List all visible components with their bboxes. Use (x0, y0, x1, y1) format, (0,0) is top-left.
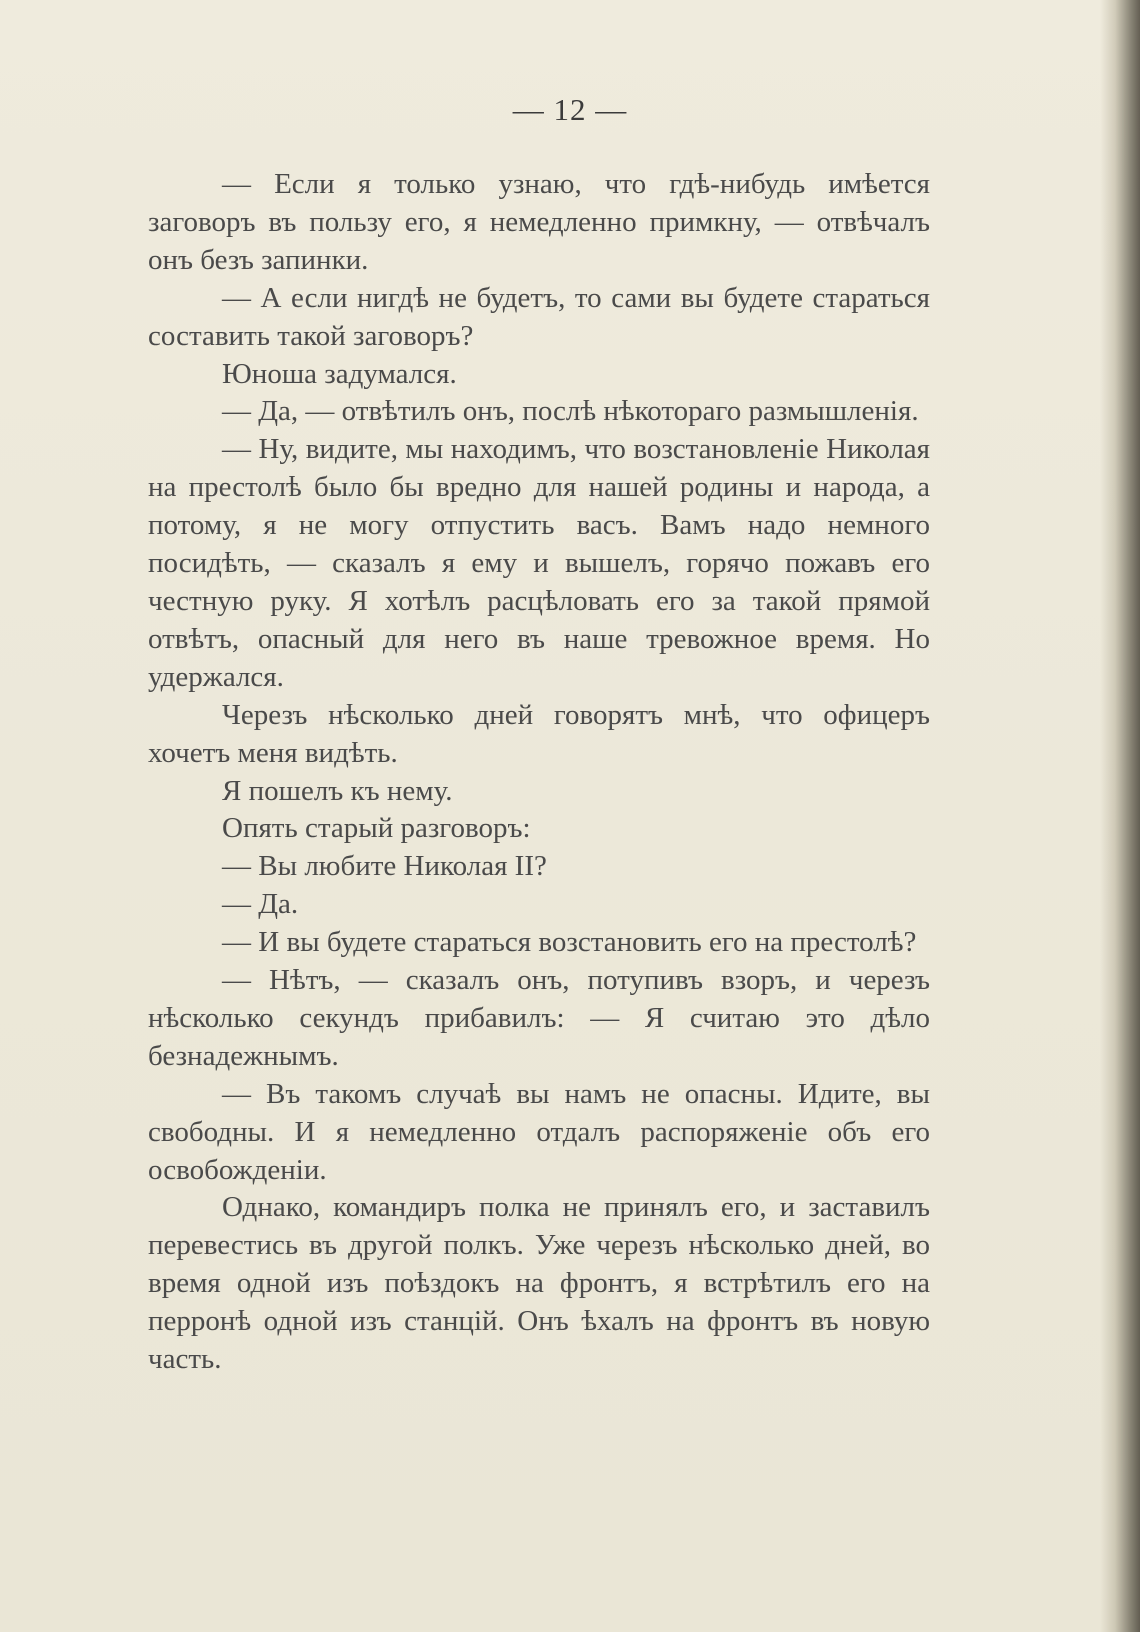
paragraph: Опять старый разговоръ: (222, 812, 531, 845)
paragraph: Я пошелъ къ нему. (222, 774, 453, 807)
paragraph: — Да. (222, 888, 299, 921)
paragraph: Однако, командиръ полка не принялъ его, и заставилъ перевестись въ другой полкъ. Уже черезъ нѣсколько дней, во время одной изъ поѣздокъ на фронтъ, я встрѣтилъ его на перронѣ одной изъ станцій. Онъ ѣхалъ на фронтъ въ новую часть. (148, 1191, 930, 1376)
paragraph: Юноша задумался. (222, 357, 457, 390)
paragraph: — Если я только узнаю, что гдѣ-нибудь имѣется заговоръ въ пользу его, я немедленно примкну, — отвѣчалъ онъ безъ запинки. (148, 168, 930, 276)
paragraph: — Нѣтъ, — сказалъ онъ, потупивъ взоръ, и черезъ нѣсколько секундъ прибавилъ: — Я считаю это дѣло безнадежнымъ. (148, 964, 930, 1072)
paragraph: — Да, — отвѣтилъ онъ, послѣ нѣкотораго размышленія. (222, 395, 919, 428)
page-number: — 12 — (512, 92, 628, 127)
paragraph: — И вы будете стараться возстановить его на престолѣ? (222, 926, 917, 959)
paragraph: Черезъ нѣсколько дней говорятъ мнѣ, что офицеръ хочетъ меня видѣть. (148, 698, 930, 769)
paragraph: — А если нигдѣ не будетъ, то сами вы будете стараться составить такой заговоръ? (148, 281, 930, 352)
paragraph: — Ну, видите, мы находимъ, что возстановленіе Николая на престолѣ было бы вредно для нашей родины и народа, а потому, я не могу отпустить васъ. Вамъ надо немного посидѣть, — сказалъ я ему и вышелъ, горячо пожавъ его честную руку. Я хотѣлъ расцѣловать его за такой прямой отвѣтъ, опасный для него въ наше тревожное время. Но удержался. (148, 433, 930, 693)
body-text (148, 166, 930, 1379)
paragraph: — Въ такомъ случаѣ вы намъ не опасны. Идите, вы свободны. И я немедленно отдалъ распоряженіе объ его освобожденіи. (148, 1077, 930, 1186)
paragraph: — Вы любите Николая II? (222, 850, 547, 883)
